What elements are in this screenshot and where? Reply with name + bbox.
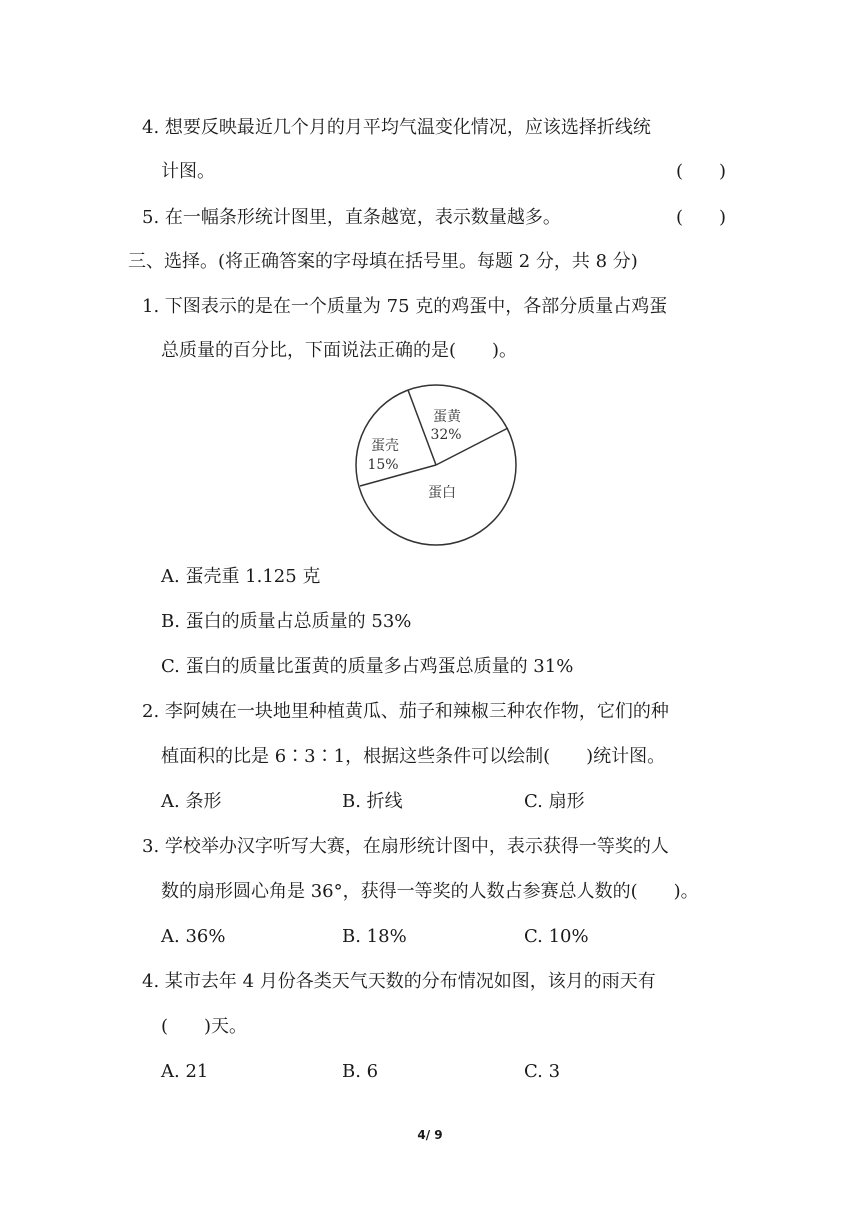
mc-q2-option-b[interactable]: B. 折线: [342, 791, 403, 812]
mc-q4-option-a[interactable]: A. 21: [161, 1061, 209, 1082]
mc-q1-option-b[interactable]: B. 蛋白的质量占总质量的 53%: [161, 611, 412, 632]
tf-q5-line: 5. 在一幅条形统计图里，直条越宽，表示数量越多。: [142, 207, 561, 228]
mc-q2-option-a[interactable]: A. 条形: [161, 791, 222, 812]
mc-q1-option-c[interactable]: C. 蛋白的质量比蛋黄的质量多占鸡蛋总质量的 31%: [161, 656, 574, 677]
pie-label-shell-pct: 15%: [367, 457, 399, 473]
page-number: 4/ 9: [417, 1128, 443, 1142]
pie-label-yolk-name: 蛋黄: [433, 409, 461, 425]
mc-q4-line2: ( )天。: [161, 1016, 248, 1037]
mc-q2-option-c[interactable]: C. 扇形: [524, 791, 585, 812]
mc-q4-option-c[interactable]: C. 3: [524, 1061, 561, 1082]
mc-q3-line1: 3. 学校举办汉字听写大赛，在扇形统计图中，表示获得一等奖的人: [142, 836, 669, 857]
pie-label-white-name: 蛋白: [428, 485, 456, 501]
mc-q2-line2: 植面积的比是 6∶3∶1，根据这些条件可以绘制( )统计图。: [161, 746, 666, 767]
mc-q3-option-b[interactable]: B. 18%: [342, 926, 407, 947]
mc-q3-line2: 数的扇形圆心角是 36°，获得一等奖的人数占参赛总人数的( )。: [161, 881, 699, 902]
egg-composition-pie-chart: [355, 384, 517, 546]
mc-q1-option-a[interactable]: A. 蛋壳重 1.125 克: [161, 566, 321, 587]
section3-heading: 三、选择。(将正确答案的字母填在括号里。每题 2 分，共 8 分): [128, 251, 638, 272]
tf-q5-answer-paren[interactable]: ( ): [676, 207, 727, 228]
tf-q4-answer-paren[interactable]: ( ): [676, 161, 727, 182]
mc-q1-line1: 1. 下图表示的是在一个质量为 75 克的鸡蛋中，各部分质量占鸡蛋: [142, 296, 668, 317]
mc-q4-line1: 4. 某市去年 4 月份各类天气天数的分布情况如图，该月的雨天有: [142, 971, 656, 992]
mc-q3-option-a[interactable]: A. 36%: [161, 926, 226, 947]
pie-label-yolk-pct: 32%: [430, 427, 462, 443]
tf-q4-line1: 4. 想要反映最近几个月的月平均气温变化情况，应该选择折线统: [142, 117, 651, 138]
mc-q1-line2: 总质量的百分比，下面说法正确的是( )。: [161, 340, 518, 361]
mc-q4-option-b[interactable]: B. 6: [342, 1061, 379, 1082]
pie-label-shell-name: 蛋壳: [371, 438, 399, 454]
mc-q2-line1: 2. 李阿姨在一块地里种植黄瓜、茄子和辣椒三种农作物，它们的种: [142, 701, 669, 722]
tf-q4-line2: 计图。: [161, 161, 215, 182]
mc-q3-option-c[interactable]: C. 10%: [524, 926, 589, 947]
